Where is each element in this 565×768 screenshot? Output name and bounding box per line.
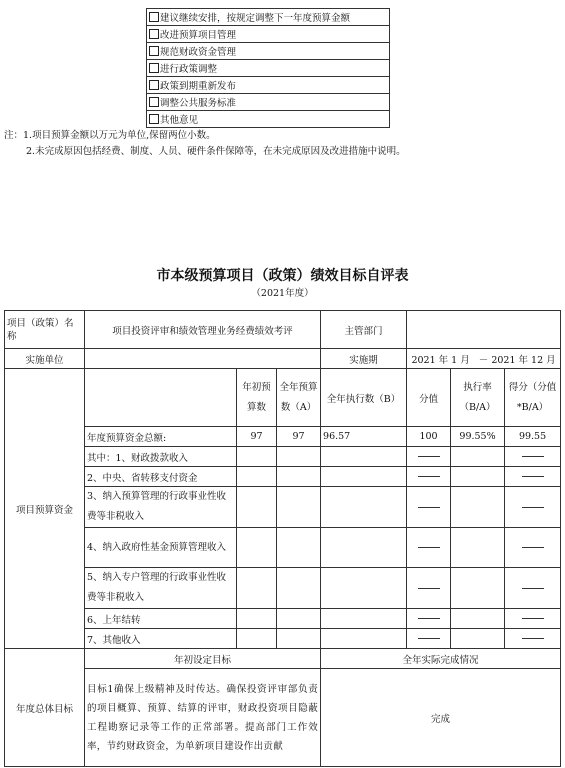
dash-mark bbox=[522, 476, 544, 477]
unit-label: 实施单位 bbox=[5, 349, 85, 369]
budget-full-year-value: 97 bbox=[277, 427, 321, 447]
dash-mark bbox=[418, 638, 440, 639]
col-full-year-header: 全年预算数（A） bbox=[277, 369, 321, 427]
budget-section-label: 项目预算资金 bbox=[5, 369, 85, 649]
dept-value bbox=[407, 311, 561, 349]
checkbox-icon[interactable] bbox=[149, 80, 159, 90]
budget-earned-value: 99.55 bbox=[505, 427, 561, 447]
option-cell bbox=[147, 94, 390, 111]
unit-value bbox=[85, 349, 321, 369]
option-label: 建议继续安排，按规定调整下一年度预算金额 bbox=[160, 13, 351, 24]
option-row bbox=[147, 60, 390, 77]
col-initial-header: 年初预算数 bbox=[237, 369, 277, 427]
option-row bbox=[147, 111, 390, 128]
option-cell bbox=[147, 9, 390, 26]
page-title: 市本级预算项目（政策）绩效目标自评表 bbox=[156, 268, 409, 284]
goals-content-row bbox=[5, 669, 561, 767]
budget-row-label: 年度预算资金总额: bbox=[85, 427, 237, 447]
checkbox-icon[interactable] bbox=[149, 63, 159, 73]
budget-row-label: 3、纳入预算管理的行政事业性收费等非税收入 bbox=[85, 487, 237, 528]
checkbox-icon[interactable] bbox=[149, 12, 159, 22]
budget-row bbox=[5, 447, 561, 467]
option-label: 政策到期重新发布 bbox=[160, 81, 237, 92]
budget-row bbox=[5, 629, 561, 649]
adjustment-options-table bbox=[146, 8, 390, 128]
project-name-value: 项目投资评审和绩效管理业务经费绩效考评 bbox=[85, 311, 321, 349]
col-executed-header: 全年执行数（B） bbox=[321, 369, 407, 427]
budget-row-label: 其中：1、财政拨款收入 bbox=[85, 447, 237, 467]
budget-row-total bbox=[5, 427, 561, 447]
dept-label: 主管部门 bbox=[321, 311, 407, 349]
dash-mark bbox=[522, 547, 544, 548]
budget-initial-value: 97 bbox=[237, 427, 277, 447]
project-name-row bbox=[5, 311, 561, 349]
option-row bbox=[147, 9, 390, 26]
budget-score-value: 100 bbox=[407, 427, 451, 447]
evaluation-table bbox=[4, 310, 561, 767]
period-value: 2021 年 1 月 － 2021 年 12 月 bbox=[407, 349, 561, 369]
goals-initial-header: 年初设定目标 bbox=[85, 649, 321, 669]
budget-header-row bbox=[5, 369, 561, 427]
budget-header-blank bbox=[85, 369, 237, 427]
option-row bbox=[147, 26, 390, 43]
budget-row-label: 5、纳入专户管理的行政事业性收费等非税收入 bbox=[85, 568, 237, 609]
budget-row-label: 4、纳入政府性基金预算管理收入 bbox=[85, 528, 237, 568]
col-score-header: 分值 bbox=[407, 369, 451, 427]
option-label: 规范财政资金管理 bbox=[160, 47, 237, 58]
option-cell bbox=[147, 77, 390, 94]
option-row bbox=[147, 43, 390, 60]
budget-row bbox=[5, 609, 561, 629]
option-cell bbox=[147, 26, 390, 43]
goals-actual-text: 完成 bbox=[321, 669, 561, 767]
note-1: 注：1.项目预算金额以万元为单位,保留两位小数。 bbox=[4, 130, 216, 141]
budget-row-label: 7、其他收入 bbox=[85, 629, 237, 649]
goals-header-row bbox=[5, 649, 561, 669]
option-label: 其他意见 bbox=[160, 115, 199, 126]
budget-executed-value: 96.57 bbox=[321, 427, 407, 447]
col-earned-header: 得分（分值*B/A） bbox=[505, 369, 561, 427]
dash-mark bbox=[522, 618, 544, 619]
dash-mark bbox=[418, 618, 440, 619]
budget-row bbox=[5, 528, 561, 568]
budget-row-label: 2、中央、省转移支付资金 bbox=[85, 467, 237, 487]
option-cell bbox=[147, 111, 390, 128]
budget-row bbox=[5, 467, 561, 487]
dash-mark bbox=[522, 638, 544, 639]
dash-mark bbox=[418, 456, 440, 457]
dash-mark bbox=[522, 456, 544, 457]
period-label: 实施期 bbox=[321, 349, 407, 369]
dash-mark bbox=[418, 588, 440, 589]
option-label: 进行政策调整 bbox=[160, 64, 218, 75]
option-label: 调整公共服务标准 bbox=[160, 98, 237, 109]
dash-mark bbox=[522, 588, 544, 589]
goals-actual-header: 全年实际完成情况 bbox=[321, 649, 561, 669]
dash-mark bbox=[418, 547, 440, 548]
checkbox-icon[interactable] bbox=[149, 114, 159, 124]
goals-section-label: 年度总体目标 bbox=[5, 649, 85, 767]
goals-initial-text: 目标1确保上级精神及时传达。确保投资评审部负责的项目概算、预算、结算的评审，财政投资项目隐蔽工程勘察记录等工作的正常部署。提高部门工作效率，节约财政资金，为单新项目建设作出贡献 bbox=[85, 669, 321, 767]
budget-row-label: 6、上年结转 bbox=[85, 609, 237, 629]
dash-mark bbox=[418, 507, 440, 508]
option-cell bbox=[147, 60, 390, 77]
option-row bbox=[147, 77, 390, 94]
checkbox-icon[interactable] bbox=[149, 97, 159, 107]
budget-row bbox=[5, 568, 561, 609]
report-year: （2021年度） bbox=[251, 288, 314, 299]
note-2: 2.未完成原因包括经费、制度、人员、硬件条件保障等，在未完成原因及改进措施中说明。 bbox=[26, 146, 406, 157]
dash-mark bbox=[418, 476, 440, 477]
unit-row bbox=[5, 349, 561, 369]
table-notes bbox=[4, 128, 564, 160]
budget-rate-value: 99.55% bbox=[451, 427, 505, 447]
budget-row bbox=[5, 487, 561, 528]
dash-mark bbox=[522, 507, 544, 508]
option-row bbox=[147, 94, 390, 111]
project-name-label: 项目（政策）名称 bbox=[5, 311, 85, 349]
option-cell bbox=[147, 43, 390, 60]
option-label: 改进预算项目管理 bbox=[160, 30, 237, 41]
col-rate-header: 执行率（B/A） bbox=[451, 369, 505, 427]
checkbox-icon[interactable] bbox=[149, 29, 159, 39]
checkbox-icon[interactable] bbox=[149, 46, 159, 56]
